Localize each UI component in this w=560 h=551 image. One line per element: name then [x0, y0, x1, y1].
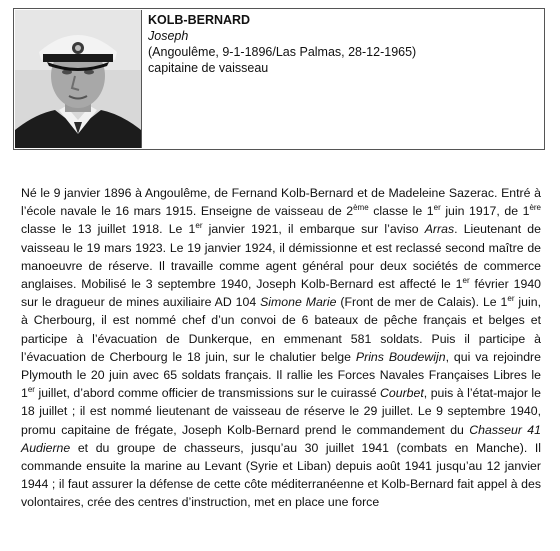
bio-text-3: juin 1917, de 1	[440, 204, 530, 219]
ordinal-sup: er	[507, 294, 515, 304]
bio-text-5: janvier 1921, il embarque sur l’aviso	[202, 222, 425, 237]
ship-name: Arras	[424, 222, 455, 237]
ordinal-sup: er	[433, 203, 441, 213]
bio-text-1: Né le 9 janvier 1896 à Angoulême, de Fernand Kolb-Bernard et de Madeleine Sazerac. Entré à l’école navale le 16 mars 1915. Enseigne de vaisseau de 2	[21, 186, 541, 219]
bio-text-9: juin, à Cherbourg, il est nommé chef d’un convoi de 6 bateaux de pêche français et belges et participe à l’évacuation de Dunkerque, en emmenant 581 soldats. Puis il participe à l’évacuation de Cherbourg le 18 juin, sur le chalutier belge	[21, 295, 541, 364]
person-rank: capitaine de vaisseau	[148, 61, 269, 75]
person-firstname: Joseph	[148, 29, 189, 43]
portrait-photo	[15, 10, 142, 148]
bio-text-12: , puis à l’état-major le 18 juillet ; il est nommé lieutenant de vaisseau de réserve le 29 juillet. Le 9 septembre 1940, promu capitaine de frégate, Joseph Kolb-Bernard prend le commandement du	[21, 386, 541, 437]
biography-text	[21, 184, 541, 512]
ship-name: Prins Boudewijn	[355, 349, 446, 364]
ship-name: Chasseur 41 Audierne	[21, 422, 541, 455]
bio-text-4: classe le 13 juillet 1918. Le 1	[21, 222, 196, 237]
portrait-icon	[15, 10, 141, 148]
birth-death-dates: (Angoulême, 9-1-1896/Las Palmas, 28-12-1965)	[148, 45, 417, 59]
ordinal-sup: er	[195, 221, 203, 231]
ordinal-sup: ère	[529, 203, 541, 213]
ship-name: Courbet	[380, 386, 424, 401]
bio-text-2: classe le 1	[368, 204, 434, 219]
bio-text-8: (Front de mer de Calais). Le 1	[336, 295, 508, 310]
ship-name: Simone Marie	[260, 295, 337, 310]
person-surname: KOLB-BERNARD	[148, 13, 251, 27]
header-text	[148, 12, 416, 76]
ordinal-sup: ème	[353, 203, 369, 213]
bio-text-11: juillet, d’abord comme officier de transmissions sur le cuirassé	[34, 386, 381, 401]
bio-text-13: et du groupe de chasseurs, jusqu’au 30 juillet 1941 (combats en Manche). Il commande ensuite la marine au Levant (Syrie et Liban) depuis août 1941 jusqu’au 12 janvier 1944 ; il faut assurer la défense de cette côte méditerranéenne et Kolb-Bernard fait appel à des volontaires, crée des centres d’instruction, met en place une force	[21, 440, 541, 510]
ordinal-sup: er	[27, 385, 35, 395]
bio-text-7: février 1940 sur le dragueur de mines auxiliaire AD 104	[21, 277, 542, 310]
ordinal-sup: er	[462, 276, 470, 286]
biography-header	[13, 8, 545, 150]
bio-text-10: , qui va rejoindre Plymouth le 20 juin avec 65 soldats français. Il rallie les Forces Navales Françaises Libres le 1	[21, 349, 541, 401]
bio-text-6: . Lieutenant de vaisseau le 19 mars 1923. Le 19 janvier 1924, il démissionne et est reclassé second maître de manoeuvre de réserve. Il travaille comme agent général pour deux sociétés de commerce anglaises. Mobilisé le 3 septembre 1940, Joseph Kolb-Bernard est affecté le 1	[21, 222, 541, 292]
